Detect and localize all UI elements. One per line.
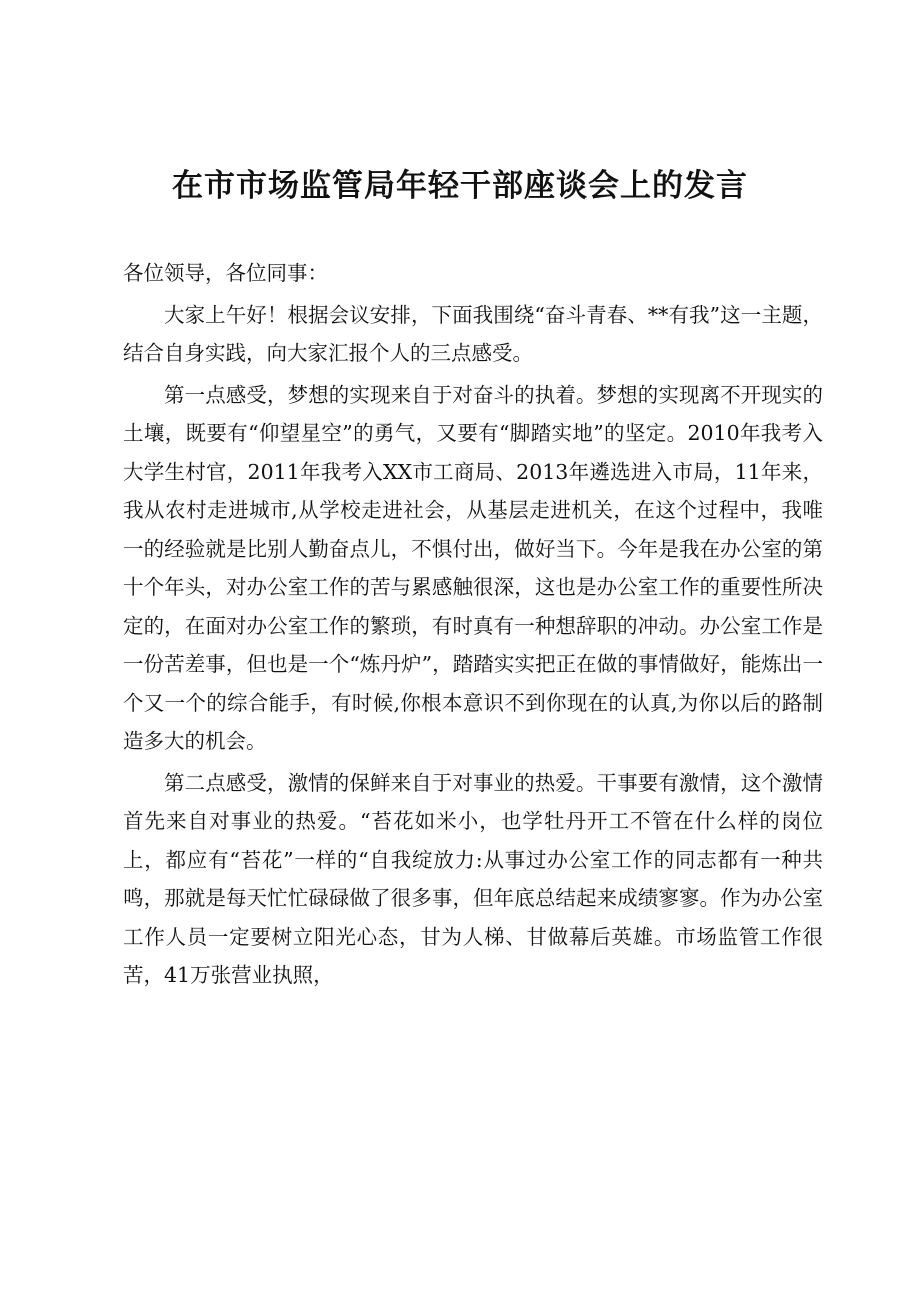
- document-body: [123, 254, 823, 995]
- document-title: 在市市场监管局年轻干部座谈会上的发言: [172, 168, 748, 204]
- paragraph-second-point: 第二点感受，激情的保鲜来自于对事业的热爱。干事要有激情，这个激情首先来自对事业的热爱。“苔花如米小，也学牡丹开工不管在什么样的岗位上，都应有“苔花”一样的“自我绽放力:从事过办公室工作的同志都有一种共鸣，那就是每天忙忙碌碌做了很多事，但年底总结起来成绩寥寥。作为办公室工作人员一定要树立阳光心态，甘为人梯、甘做幕后英雄。市场监管工作很苦，41万张营业执照，: [123, 770, 823, 987]
- paragraph-first-point: 第一点感受，梦想的实现来自于对奋斗的执着。梦想的实现离不开现实的土壤，既要有“仰望星空”的勇气，又要有“脚踏实地”的坚定。2010年我考入大学生村官，2011年我考入XX市工商局、2013年遴选进入市局，11年来，我从农村走进城市,从学校走进社会，从基层走进机关，在这个过程中，我唯一的经验就是比别人勤奋点儿，不惧付出，做好当下。今年是我在办公室的第十个年头，对办公室工作的苦与累感触很深，这也是办公室工作的重要性所决定的，在面对办公室工作的繁琐，有时真有一种想辞职的冲动。办公室工作是一份苦差事，但也是一个“炼丹炉”，踏踏实实把正在做的事情做好，能炼出一个又一个的综合能手，有时候,你根本意识不到你现在的认真,为你以后的路制造多大的机会。: [123, 382, 823, 753]
- paragraph-greeting: 大家上午好！根据会议安排，下面我围绕“奋斗青春、**有我”这一主题，结合自身实践，向大家汇报个人的三点感受。: [123, 302, 823, 365]
- salutation: 各位领导，各位同事：: [123, 261, 328, 285]
